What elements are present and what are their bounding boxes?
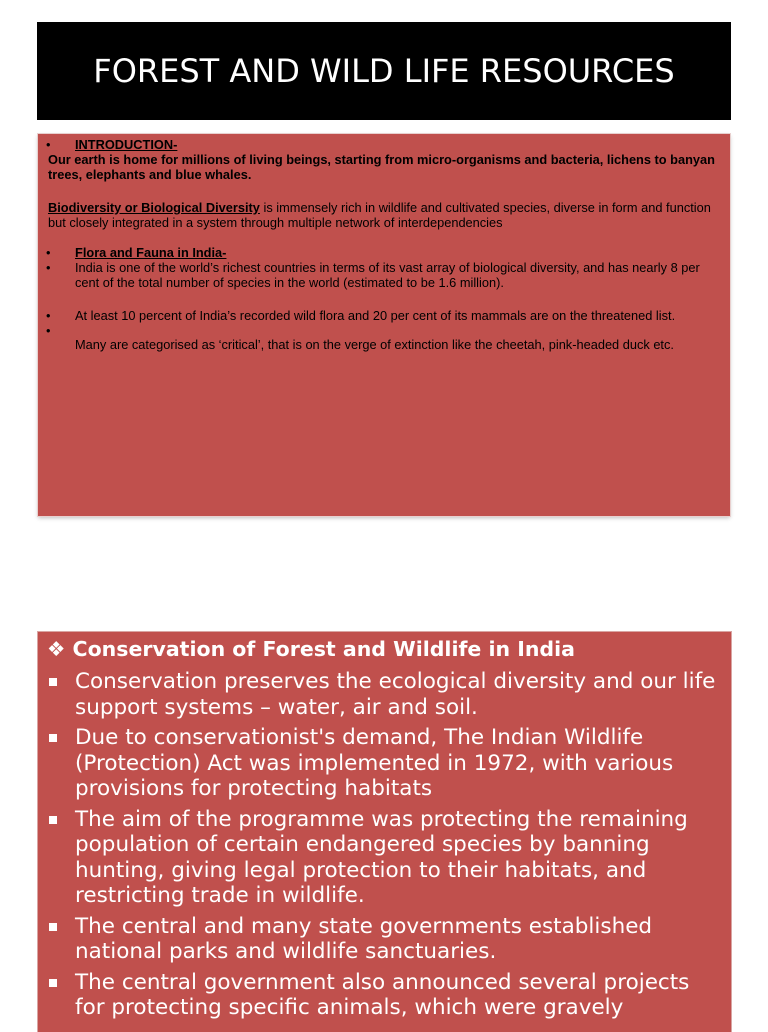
list-item	[47, 807, 719, 909]
square-bullet-icon	[49, 816, 57, 824]
bullet-icon: •	[46, 323, 51, 338]
flora-heading: Flora and Fauna in India-	[75, 245, 227, 260]
list-item	[47, 725, 719, 802]
biodiversity-paragraph	[46, 200, 718, 230]
item-text: The central and many state governments established national parks and wildlife sanctuaries.	[75, 913, 653, 964]
slide-title-bar	[37, 22, 731, 120]
flora-heading-item	[46, 245, 718, 260]
list-item	[47, 669, 719, 720]
point-text: At least 10 percent of India’s recorded wild flora and 20 per cent of its mammals are on the threatened list.	[75, 308, 676, 323]
bullet-icon: •	[46, 137, 51, 152]
square-bullet-icon	[49, 979, 57, 987]
introduction-panel	[38, 134, 730, 516]
point-text: India is one of the world’s richest countries in terms of its vast array of biological diversity, and has nearly 8 per cent of the total number of species in the world (estimated to be 1.6 million).	[75, 260, 700, 290]
intro-heading: INTRODUCTION-	[75, 137, 178, 152]
conservation-panel	[38, 632, 731, 1032]
list-item	[47, 970, 719, 1021]
square-bullet-icon	[49, 678, 57, 686]
biodiversity-term: Biodiversity or Biological Diversity	[48, 200, 260, 215]
square-bullet-icon	[49, 734, 57, 742]
list-item	[46, 308, 718, 323]
item-text: The aim of the programme was protecting the remaining population of certain endangered species by banning hunting, giving legal protection to their habitats, and restricting trade in wildlife.	[75, 806, 688, 908]
page-title: FOREST AND WILD LIFE RESOURCES	[93, 52, 675, 90]
item-text: Due to conservationist's demand, The Indian Wildlife (Protection) Act was implemented in 1972, with various provisions for protecting habitats	[75, 725, 674, 801]
item-text: The central government also announced several projects for protecting specific animals, which were gravely	[75, 969, 690, 1020]
intro-paragraph: Our earth is home for millions of living beings, starting from micro-organisms and bacteria, lichens to banyan trees, elephants and blue whales.	[48, 152, 715, 182]
list-item	[46, 260, 718, 290]
bullet-icon: •	[46, 245, 51, 260]
list-item	[46, 323, 718, 352]
item-text: Conservation preserves the ecological diversity and our life support systems – water, air and soil.	[75, 669, 716, 720]
conservation-heading	[47, 634, 719, 664]
list-item	[47, 914, 719, 965]
intro-heading-item	[46, 137, 718, 152]
biodiversity-text: is immensely rich in wildlife and cultivated species, diverse in form and function but closely integrated in a system through multiple network of interdependencies	[48, 200, 711, 230]
bullet-icon: •	[46, 260, 51, 275]
diamond-bullet-icon: ❖	[47, 637, 66, 661]
conservation-heading-text: Conservation of Forest and Wildlife in India	[72, 637, 575, 661]
bullet-icon: •	[46, 308, 51, 323]
point-text: Many are categorised as ‘critical’, that is on the verge of extinction like the cheetah, pink-headed duck etc.	[75, 337, 674, 352]
square-bullet-icon	[49, 923, 57, 931]
